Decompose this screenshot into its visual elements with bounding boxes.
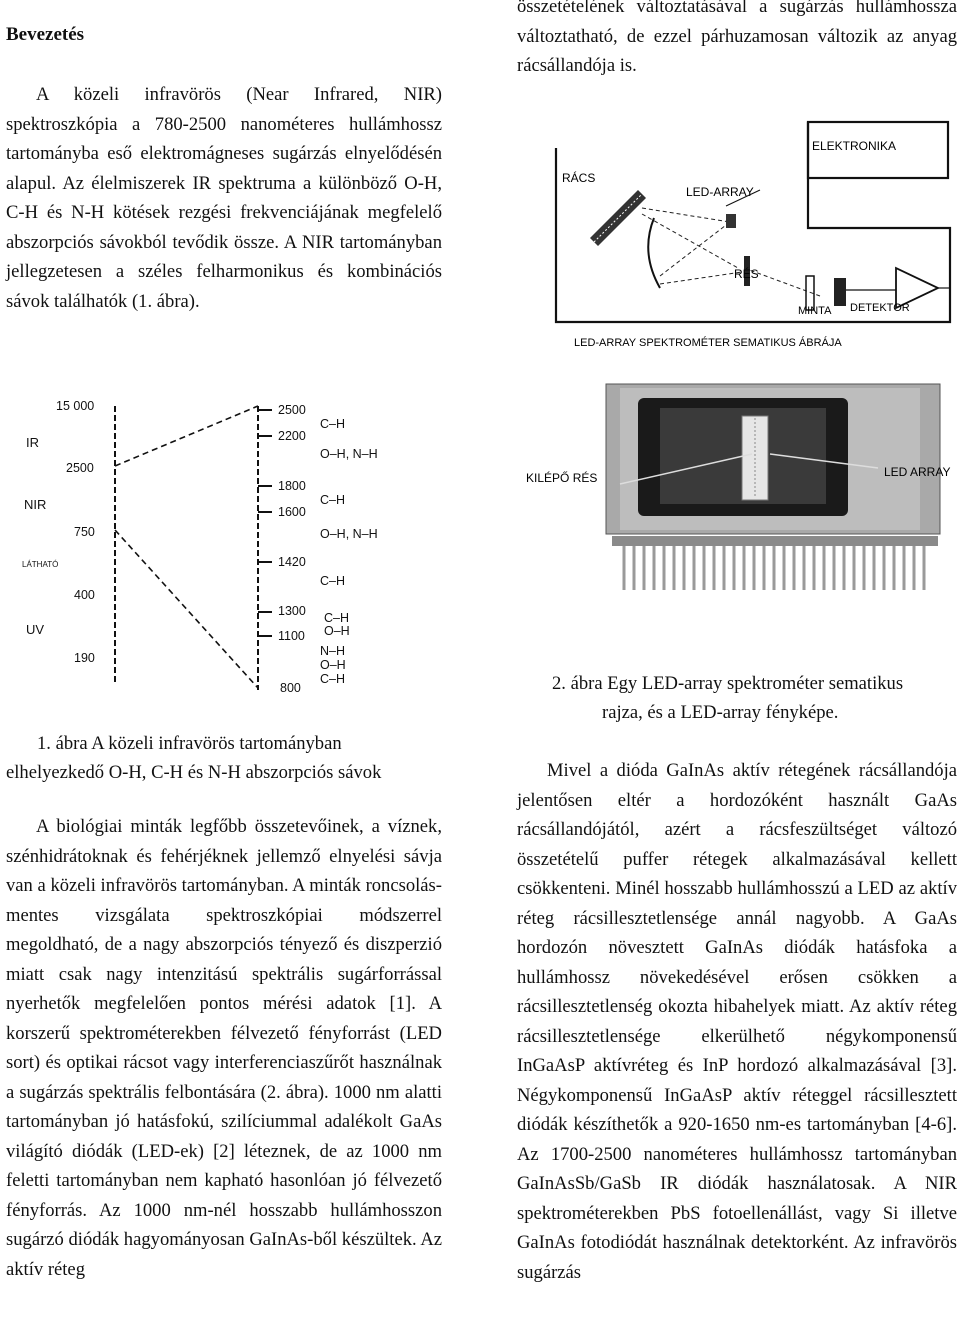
figure1-caption-line1: 1. ábra A közeli infravörös tartományban (37, 733, 342, 754)
figure2-schematic (550, 118, 960, 358)
band-label: N–H (320, 644, 346, 658)
right-tick-800: 800 (280, 681, 301, 695)
elektronika-label: ELEKTRONIKA (812, 139, 897, 153)
led-array-label: LED-ARRAY (686, 185, 754, 199)
right-bottom-paragraph: Mivel a dióda GaInAs aktív rétegének rácsállandója jelentősen eltér a hordozóként használt GaAs rácsállandójától, azért a rácsfeszültséget változó összetételű puffer rétegek alkalmazásával kellett csökkenteni. Minél hosszabb hullámhosszú a LED az aktív réteg rácsillesztetlensége annál nagyobb. A GaAs hordozón növesztett GaInAs diódák hatásfoka a hullámhossz növekedésével erősen csökken a rácsillesztetlenség okozta hibahelyek miatt. Az aktív réteg rácsillesztetlensége elkerülhető négykomponensű InGaAsP aktívréteg és InP hordozó alkalmazásával [3]. Négykomponensű InGaAsP aktív réteggel rácsillesztett diódák készíthetők a 920-1650 nm-es tartományban [4-6]. Az 1700-2500 nanométeres hullámhossz tartományban GaInAsSb/GaSb IR diódák használatosak. A NIR spektrométerekben PbS fotoellenállást, vagy Si illetve GaInAs fotodiódát használnak detektorként. Az infravörös sugárzás (517, 760, 957, 1283)
pin-row (624, 546, 924, 590)
left-bottom-paragraph: A biológiai minták legfőbb összetevőinek, a víznek, szénhidrátoknak és fehérjéknek jellemző elnyelési sávja van a közeli infravörös tartományban. A minták roncsolás-mentes vizsgálata spektroszkópiai módszerrel megoldható, de a nagy abszorpciós tényező és diszperzió miatt csak nagy intenzitású spektrális sugárforrással nyerhetők megfelelően pontos mérési adatok [1]. A korszerű spektrométerekben félvezető fényforrást (LED sort) és optikai rácsot vagy interferenciaszűrőt használnak a sugárzás spektrális felbontására (2. ábra). 1000 nm alatti tartományban jó hatásfokú, szilíciummal adalékolt GaAs világító diódák (LED-ek) [2] léteznek, de az 1000 nm feletti tartományban nem kapható hasonlóan jó félvezető fényforrás. Az 1000 nm-nél hosszabb hullámhosszon sugárzó diódák hagyományosan GaInAs-ből készültek. Az aktív réteg (6, 816, 442, 1280)
figure1-caption-line2: elhelyezkedő O-H, C-H és N-H abszorpciós sávok (6, 762, 382, 783)
figure1-band-chart (10, 392, 410, 702)
right-tick-1420: 1420 (278, 555, 306, 569)
region-uv: UV (26, 622, 45, 637)
figure2-caption-line2: rajza, és a LED-array fényképe. (602, 702, 839, 723)
band-label: O–H, N–H (320, 527, 378, 541)
right-tick-2500: 2500 (278, 403, 306, 417)
band-label: C–H (320, 417, 346, 431)
detector (834, 278, 846, 306)
intro-block (6, 80, 442, 316)
band-label: C–H (320, 672, 346, 686)
band-label: C–H (324, 611, 350, 625)
schematic-title: LED-ARRAY SPEKTROMÉTER SEMATIKUS ÁBRÁJA (574, 337, 842, 349)
figure2-photo (520, 380, 958, 672)
left-tick-400: 400 (74, 588, 95, 602)
racs-label: RÁCS (562, 171, 596, 185)
band-label: O–H, N–H (320, 447, 378, 461)
band-label: O–H (324, 624, 350, 638)
right-tick-2200: 2200 (278, 429, 306, 443)
left-tick-190: 190 (74, 651, 95, 665)
minta-label: MINTA (798, 305, 832, 317)
section-heading: Bevezetés (6, 24, 85, 45)
band-label: O–H (320, 658, 346, 672)
left-bottom-block (6, 812, 442, 1284)
left-tick-15000: 15 000 (56, 399, 95, 413)
band-label: C–H (320, 493, 346, 507)
led-array-photo-label: LED ARRAY (884, 465, 951, 479)
region-visible: LÁTHATÓ (22, 560, 59, 569)
left-tick-2500: 2500 (66, 461, 94, 475)
grating (590, 190, 646, 246)
right-tick-1300: 1300 (278, 604, 306, 618)
region-ir: IR (26, 435, 39, 450)
right-tick-1800: 1800 (278, 479, 306, 493)
right-bottom-block (517, 756, 957, 1287)
band-label: C–H (320, 574, 346, 588)
detektor-label: DETEKTOR (850, 302, 910, 314)
figure2-caption-line1: 2. ábra Egy LED-array spektrométer sematikus (552, 673, 904, 694)
right-top-paragraph: összetételének változtatásával a sugárzás hullámhossza változtatható, de ezzel párhuzamosan változik az anyag rácsállandója is. (517, 0, 957, 76)
kilepo-res-label: KILÉPŐ RÉS (526, 471, 598, 485)
res-label: RÉS (734, 267, 759, 281)
right-tick-1100: 1100 (278, 629, 305, 643)
right-top-block (517, 0, 957, 81)
led-array-block (726, 214, 736, 228)
right-tick-1600: 1600 (278, 505, 306, 519)
left-tick-750: 750 (74, 525, 95, 539)
region-nir: NIR (24, 497, 47, 512)
intro-paragraph: A közeli infravörös (Near Infrared, NIR) spektroszkópia a 780-2500 nanométeres hullámhossz tartományba eső elektromágneses sugárzás elnyelődésén alapul. Az élelmiszerek IR spektruma a különböző O-H, C-H és N-H kötések rezgési frekvenciájának megfelelő abszorpciós sávokból tevődik össze. A NIR tartományban jellegzetesen a széles felharmonikus és kombinációs sávok találhatók (1. ábra). (6, 84, 442, 312)
